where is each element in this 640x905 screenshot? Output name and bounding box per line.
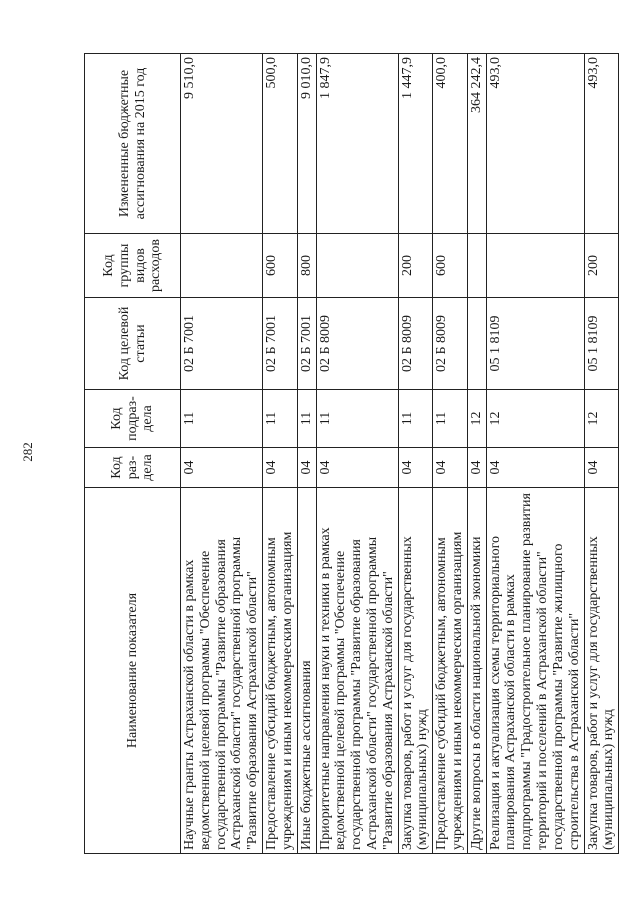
cell-group	[316, 234, 398, 298]
cell-subsection: 11	[316, 390, 398, 448]
cell-name: Другие вопросы в области национальной экономики	[467, 488, 486, 854]
cell-group	[467, 234, 486, 298]
table-header-row	[85, 54, 181, 854]
cell-name: Закупка товаров, работ и услуг для государственных (муниципальных) нужд	[584, 488, 619, 854]
cell-subsection: 11	[433, 390, 468, 448]
cell-target: 05 1 8109	[486, 298, 584, 390]
table-row	[433, 54, 468, 854]
cell-section: 04	[486, 448, 584, 488]
cell-subsection: 11	[297, 390, 316, 448]
table-body	[181, 54, 619, 854]
cell-target: 02 Б 8009	[398, 298, 433, 390]
table-row	[181, 54, 263, 854]
cell-subsection: 12	[584, 390, 619, 448]
cell-section: 04	[263, 448, 298, 488]
cell-name: Иные бюджетные ассигнования	[297, 488, 316, 854]
cell-amount: 1 847,9	[316, 54, 398, 234]
cell-group	[181, 234, 263, 298]
cell-group: 200	[584, 234, 619, 298]
cell-name: Приоритетные направления науки и техники в рамках ведомственной целевой программы "Обеспечение государственной программы "Развитие образования Астраханской области" государственной программы "Развитие образования Астраханской области"	[316, 488, 398, 854]
cell-section: 04	[297, 448, 316, 488]
cell-section: 04	[584, 448, 619, 488]
cell-amount: 493,0	[584, 54, 619, 234]
header-section: Код раз- дела	[85, 448, 181, 488]
cell-target: 02 Б 7001	[181, 298, 263, 390]
cell-subsection: 11	[263, 390, 298, 448]
cell-section: 04	[467, 448, 486, 488]
cell-group: 600	[263, 234, 298, 298]
header-group: Код группы видов расходов	[85, 234, 181, 298]
cell-name: Предоставление субсидий бюджетным, автономным учреждениям и иным некоммерческим организациям	[433, 488, 468, 854]
cell-amount: 9 510,0	[181, 54, 263, 234]
cell-section: 04	[181, 448, 263, 488]
cell-name: Предоставление субсидий бюджетным, автономным учреждениям и иным некоммерческим организациям	[263, 488, 298, 854]
cell-subsection: 11	[181, 390, 263, 448]
cell-subsection: 12	[467, 390, 486, 448]
cell-amount: 400,0	[433, 54, 468, 234]
cell-amount: 500,0	[263, 54, 298, 234]
cell-target: 05 1 8109	[584, 298, 619, 390]
budget-table-container	[84, 54, 617, 854]
cell-group: 200	[398, 234, 433, 298]
cell-section: 04	[398, 448, 433, 488]
header-subsection: Код подраз- дела	[85, 390, 181, 448]
cell-amount: 493,0	[486, 54, 584, 234]
header-target: Код целевой статьи	[85, 298, 181, 390]
cell-group: 600	[433, 234, 468, 298]
cell-target: 02 Б 7001	[297, 298, 316, 390]
cell-group: 800	[297, 234, 316, 298]
cell-group	[486, 234, 584, 298]
cell-target: 02 Б 7001	[263, 298, 298, 390]
table-row	[316, 54, 398, 854]
header-amount: Измененные бюджетные ассигнования на 2015 год	[85, 54, 181, 234]
page-number: 282	[20, 442, 35, 462]
header-name: Наименование показателя	[85, 488, 181, 854]
cell-amount: 1 447,9	[398, 54, 433, 234]
cell-target: 02 Б 8009	[316, 298, 398, 390]
cell-name: Научные гранты Астраханской области в рамках ведомственной целевой программы "Обеспечение государственной программы "Развитие образования Астраханской области" государственной программы "Развитие образования Астраханской области"	[181, 488, 263, 854]
cell-amount: 364 242,4	[467, 54, 486, 234]
budget-table	[84, 53, 619, 854]
table-row	[297, 54, 316, 854]
table-row	[263, 54, 298, 854]
table-row	[486, 54, 584, 854]
cell-subsection: 11	[398, 390, 433, 448]
cell-target: 02 Б 8009	[433, 298, 468, 390]
cell-subsection: 12	[486, 390, 584, 448]
table-row	[584, 54, 619, 854]
cell-name: Реализация и актуализация схемы территориального планирования Астраханской области в рамках подпрограммы "Градостроительное планирование развития территорий и поселений в Астраханской области" государственной программы "Развитие жилищного строительства в Астраханской области"	[486, 488, 584, 854]
cell-amount: 9 010,0	[297, 54, 316, 234]
table-row	[467, 54, 486, 854]
cell-name: Закупка товаров, работ и услуг для государственных (муниципальных) нужд	[398, 488, 433, 854]
cell-target	[467, 298, 486, 390]
table-row	[398, 54, 433, 854]
cell-section: 04	[316, 448, 398, 488]
cell-section: 04	[433, 448, 468, 488]
